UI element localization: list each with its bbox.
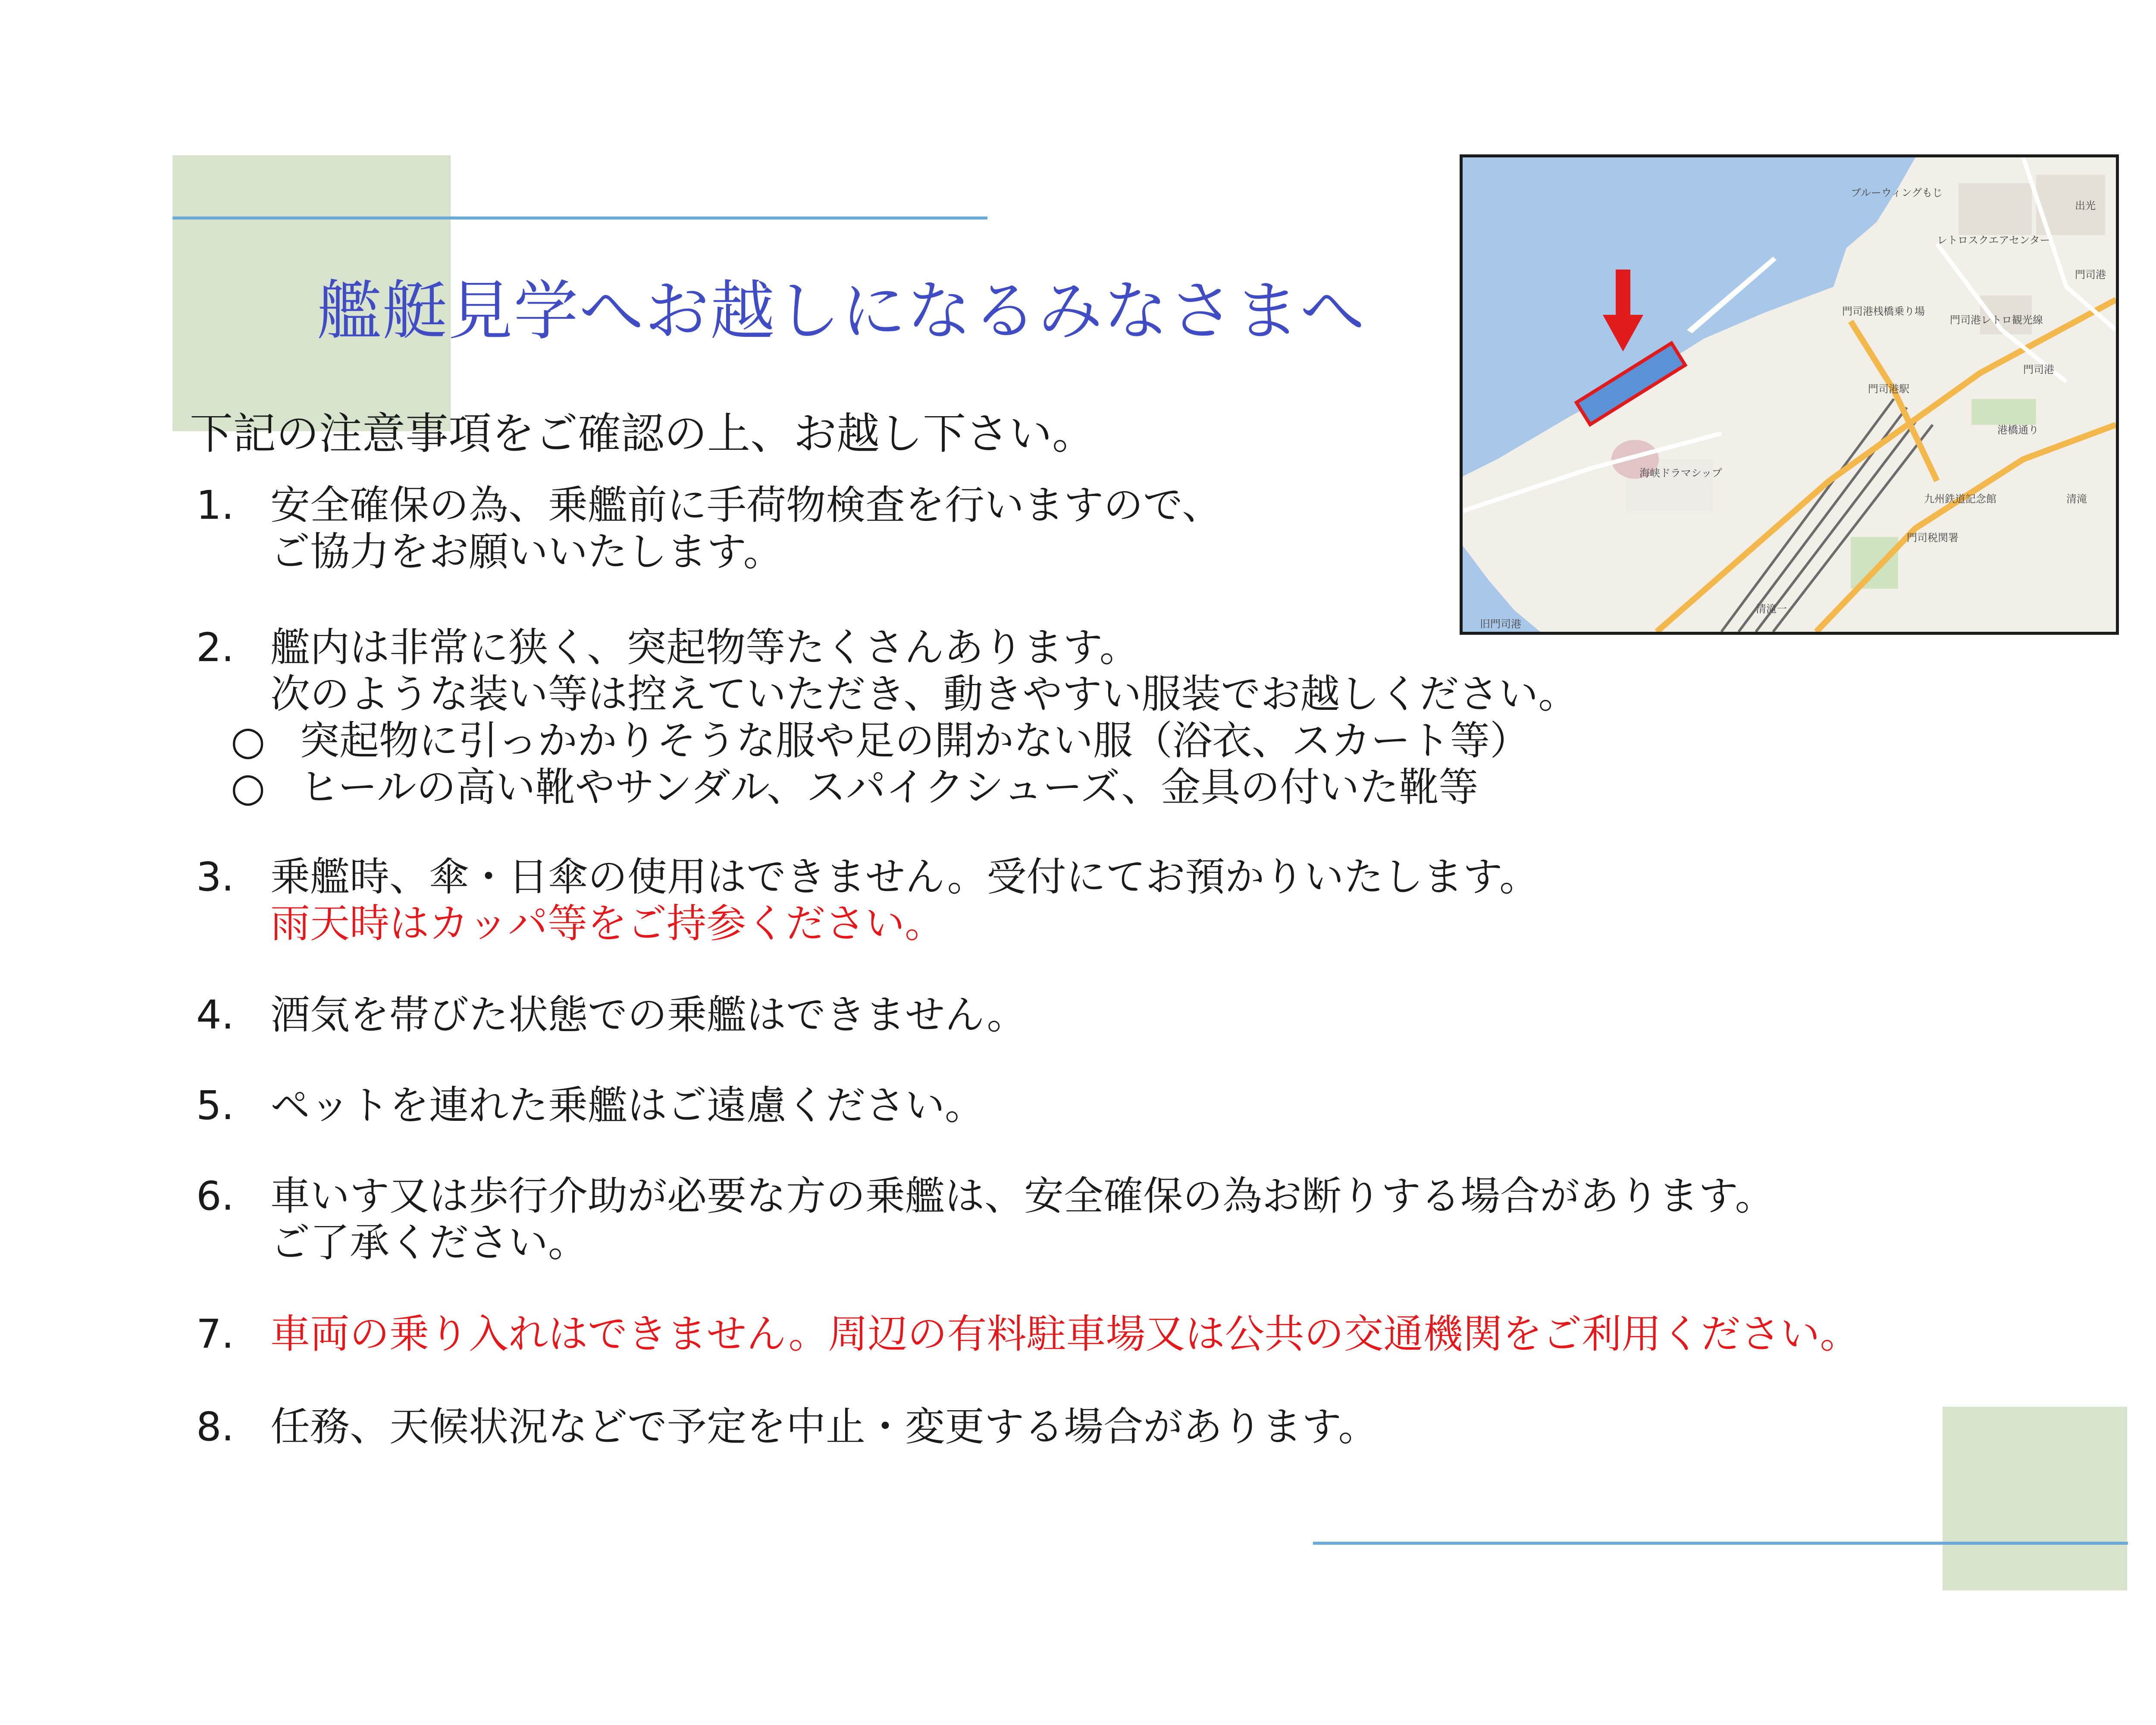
notice-item-1 <box>196 482 1222 575</box>
notice-item-5 <box>196 1082 984 1129</box>
notice-item-8 <box>196 1404 1378 1450</box>
map-label: 清滝 <box>2066 493 2087 505</box>
item-number: 8. <box>196 1404 234 1450</box>
map-label: レトロスクエアセンター <box>1937 234 2050 246</box>
circle-bullet-icon: ○ <box>231 718 266 764</box>
map-label: 門司港 <box>2023 364 2054 376</box>
sub-item <box>196 718 1578 764</box>
sub-item-text: 突起物に引っかかりそうな服や足の開かない服（浴衣、スカート等） <box>300 718 1530 764</box>
sub-item-text: ヒールの高い靴やサンダル、スパイクシューズ、金具の付いた靴等 <box>300 764 1479 810</box>
item-text: 安全確保の為、乗艦前に手荷物検査を行いますので、 <box>270 482 1222 528</box>
item-number: 7. <box>196 1311 234 1357</box>
sub-item <box>196 764 1578 811</box>
map-label: 門司港レトロ観光線 <box>1950 314 2043 326</box>
item-text: 乗艦時、傘・日傘の使用はできません。受付にてお預かりいたします。 <box>270 854 1539 900</box>
item-number: 2. <box>196 624 234 671</box>
map-label: 門司税関署 <box>1907 532 1959 544</box>
item-text: 車いす又は歩行介助が必要な方の乗艦は、安全確保の為お断りする場合があります。 <box>270 1173 1775 1219</box>
item-warning-text: 車両の乗り入れはできません。周辺の有料駐車場又は公共の交通機関をご利用ください。 <box>270 1311 1860 1357</box>
item-text: 艦内は非常に狭く、突起物等たくさんあります。 <box>270 624 1139 671</box>
map-label: 門司港駅 <box>1868 383 1909 395</box>
decorative-square-bottom <box>1943 1407 2127 1590</box>
item-text: ペットを連れた乗艦はご遠慮ください。 <box>270 1082 985 1129</box>
circle-bullet-icon: ○ <box>231 764 266 810</box>
item-text: ご了承ください。 <box>270 1220 588 1266</box>
location-map <box>1460 154 2119 635</box>
item-number: 1. <box>196 482 234 528</box>
item-text: ご協力をお願いいたします。 <box>270 529 783 575</box>
map-label: 門司港桟橋乗り場 <box>1842 305 1925 317</box>
item-number: 4. <box>196 992 234 1038</box>
notice-item-7 <box>196 1311 1860 1358</box>
map-label: 門司港 <box>2075 269 2106 281</box>
notice-item-2 <box>196 624 1578 811</box>
item-text: 次のような装い等は控えていただき、動きやすい服装でお越しください。 <box>270 671 1578 717</box>
item-number: 3. <box>196 854 234 900</box>
item-number: 6. <box>196 1173 234 1219</box>
notice-item-3 <box>196 854 1539 947</box>
notice-item-6 <box>196 1173 1775 1266</box>
item-warning-text: 雨天時はカッパ等をご持参ください。 <box>270 900 945 947</box>
map-label: 旧門司港 <box>1480 618 1521 630</box>
item-number: 5. <box>196 1082 234 1129</box>
page-title: 艦艇見学へお越しになるみなさまへ <box>317 274 1366 349</box>
intro-text: 下記の注意事項をご確認の上、お越し下さい。 <box>190 408 1095 459</box>
map-label: ブルーウィングもじ <box>1851 187 1943 199</box>
map-image <box>1463 157 2116 632</box>
item-text: 酒気を帯びた状態での乗艦はできません。 <box>270 992 1027 1038</box>
decorative-line-top <box>172 216 987 220</box>
notice-item-4 <box>196 992 1027 1038</box>
item-text: 任務、天候状況などで予定を中止・変更する場合があります。 <box>270 1404 1378 1450</box>
decorative-line-bottom <box>1313 1542 2128 1545</box>
map-label: 九州鉄道記念館 <box>1924 493 1996 505</box>
map-label: 清滝一 <box>1756 603 1787 615</box>
map-label: 海峡ドラマシップ <box>1639 467 1722 479</box>
map-label: 港橋通り <box>1997 424 2039 436</box>
map-label: 出光 <box>2075 200 2096 212</box>
